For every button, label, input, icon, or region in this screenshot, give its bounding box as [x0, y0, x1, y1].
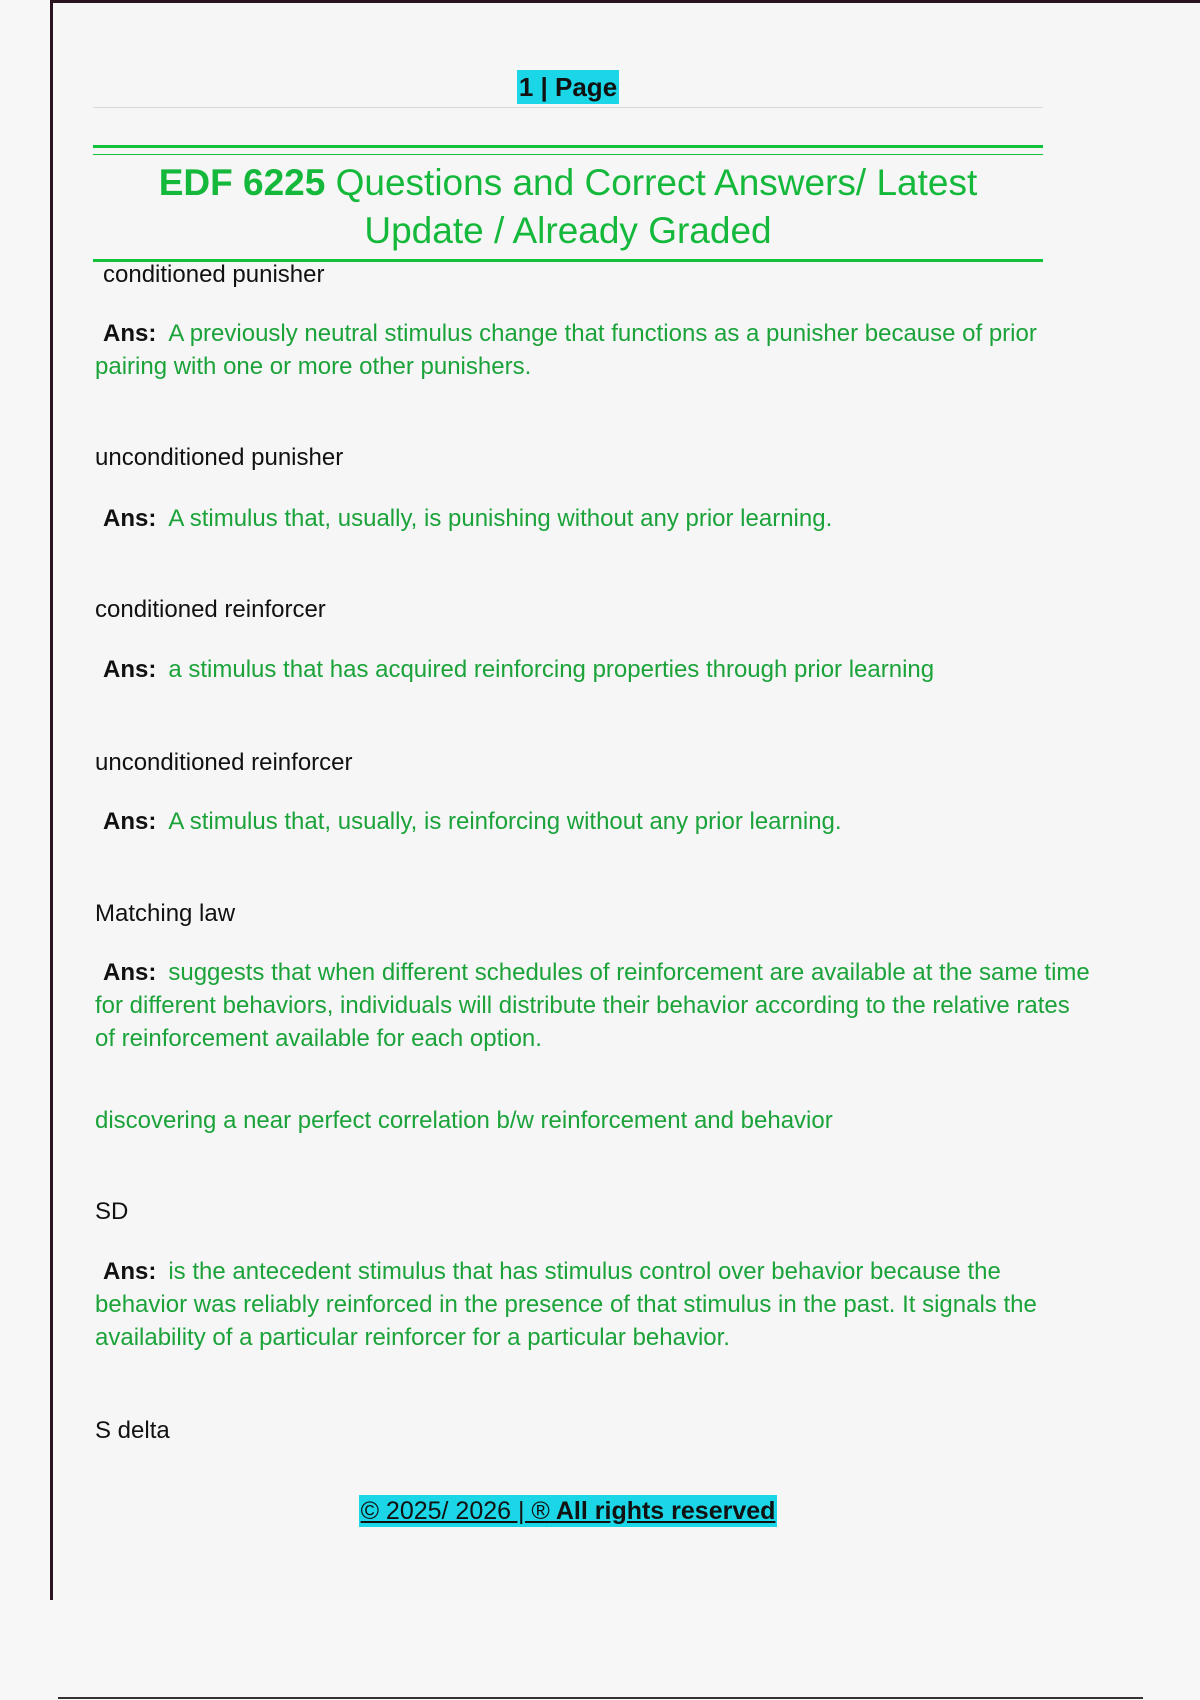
term-sd: SD — [95, 1198, 129, 1225]
ans-label: Ans: — [103, 320, 157, 347]
answer-text: suggests that when different schedules of reinforcement are available at the same time for different behaviors, individuals will distribute their behavior according to the relative rates of reinforcement available for each option. — [95, 959, 1090, 1052]
copyright-text: © 2025/ 2026 | ® — [360, 1497, 550, 1525]
answer-conditioned-punisher — [95, 317, 1095, 383]
answer-text: is the antecedent stimulus that has stimulus control over behavior because the behavior was reliably reinforced in the presence of that stimulus in the past. It signals the availability of a particular reinforcer for a particular behavior. — [95, 1258, 1037, 1351]
rights-text: All rights reserved — [549, 1497, 776, 1525]
page-number: 1 | Page — [518, 72, 618, 102]
answer-sd — [95, 1255, 1095, 1354]
answer-conditioned-reinforcer — [95, 653, 1095, 686]
answer-matching-law — [95, 956, 1095, 1055]
document-title — [93, 155, 1043, 259]
page-footer — [93, 1495, 1043, 1527]
answer-unconditioned-reinforcer — [95, 805, 1095, 838]
header-divider — [93, 107, 1043, 108]
term-conditioned-reinforcer: conditioned reinforcer — [95, 596, 326, 623]
ans-label: Ans: — [103, 1258, 157, 1285]
bottom-divider — [58, 1697, 1143, 1699]
ans-label: Ans: — [103, 505, 157, 532]
term-s-delta: S delta — [95, 1417, 170, 1444]
term-unconditioned-reinforcer: unconditioned reinforcer — [95, 749, 353, 776]
answer-text: A stimulus that, usually, is reinforcing without any prior learning. — [168, 808, 842, 835]
answer-text: A stimulus that, usually, is punishing without any prior learning. — [168, 505, 833, 532]
answer-text: A previously neutral stimulus change that functions as a punisher because of prior pairing with one or more other punishers. — [95, 320, 1037, 380]
term-matching-law: Matching law — [95, 900, 236, 927]
term-conditioned-punisher: conditioned punisher — [103, 261, 325, 288]
ans-label: Ans: — [103, 656, 157, 683]
ans-label: Ans: — [103, 808, 157, 835]
title-block — [93, 145, 1043, 262]
title-text: Questions and Correct Answers/ Latest Update / Already Graded — [325, 162, 978, 251]
page-header — [93, 70, 1043, 104]
copyright-notice — [359, 1495, 778, 1527]
answer-text: a stimulus that has acquired reinforcing properties through prior learning — [168, 656, 935, 683]
answer-matching-law-extra: discovering a near perfect correlation b/w reinforcement and behavior — [95, 1107, 833, 1134]
course-code: EDF 6225 — [158, 162, 326, 203]
answer-unconditioned-punisher — [95, 502, 1095, 535]
ans-label: Ans: — [103, 959, 157, 986]
term-unconditioned-punisher: unconditioned punisher — [95, 444, 344, 471]
